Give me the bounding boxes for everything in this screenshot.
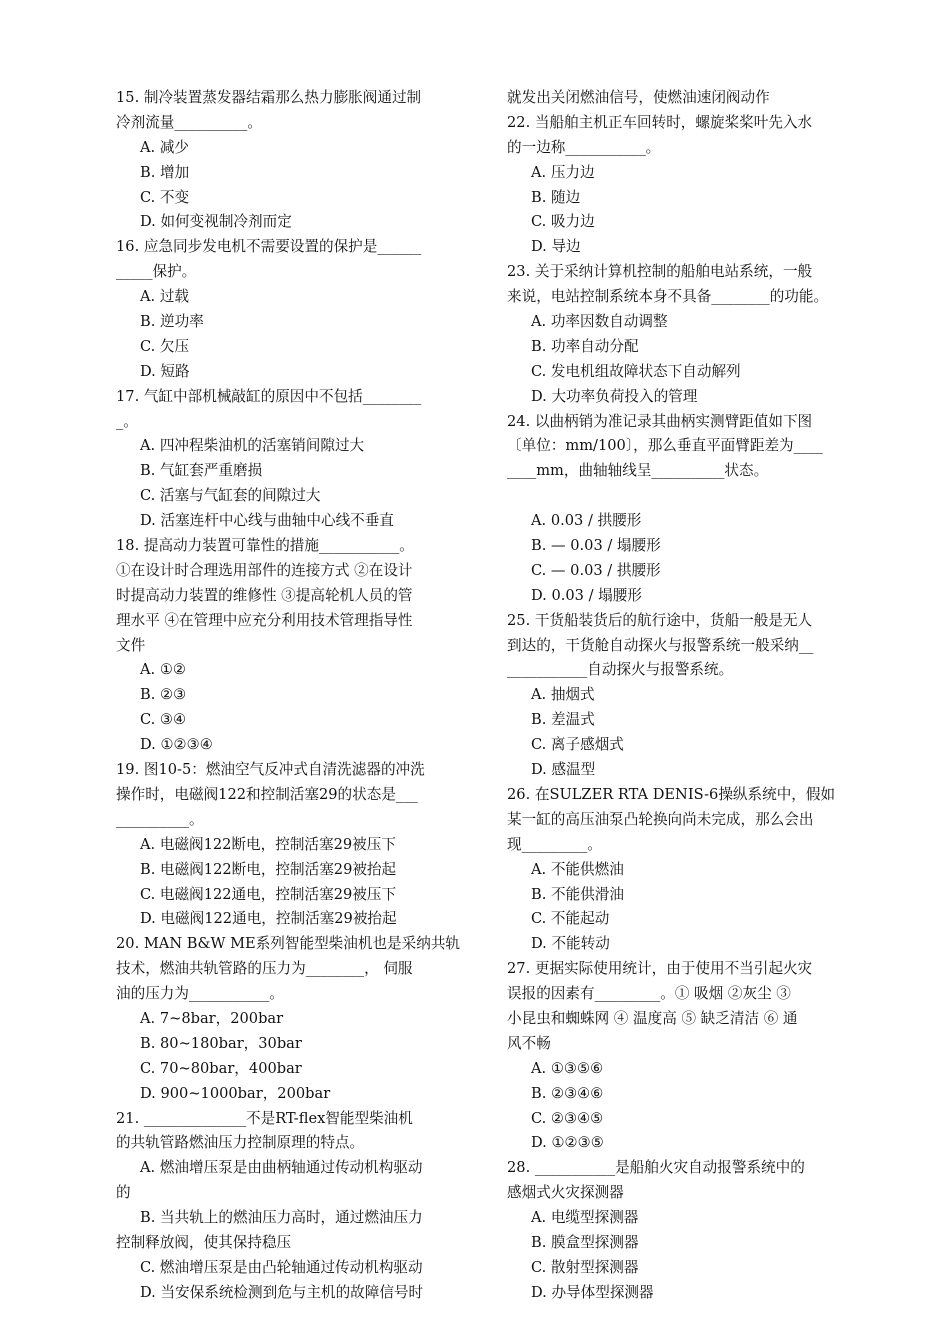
question-text-line: 控制释放阀，使其保持稳压 <box>116 1233 292 1251</box>
question-text-line: 17. 气缸中部机械敲缸的原因中不包括________ <box>116 387 422 405</box>
question-text-line: 的 <box>116 1184 131 1202</box>
right-column <box>507 86 865 1306</box>
answer-option: C. ②③④⑤ <box>531 1109 604 1127</box>
question-text-line: 冷剂流量__________。 <box>116 113 262 131</box>
question-text-line: 26. 在SULZER RTA DENIS-6操纵系统中，假如 <box>507 785 836 803</box>
answer-option: D. 900~1000bar，200bar <box>140 1084 331 1102</box>
question-text-line: 19. 图10-5：燃油空气反冲式自清洗滤器的冲洗 <box>116 761 425 779</box>
question-text-line: 16. 应急同步发电机不需要设置的保护是______ <box>116 238 422 256</box>
question-text-line: 20. MAN B&W ME系列智能型柴油机也是采纳共轨 <box>116 935 461 953</box>
answer-option: D. ①②③④ <box>140 736 213 754</box>
question-text-line: 25. 干货船装货后的航行途中，货船一般是无人 <box>507 611 813 629</box>
answer-option: D. 办导体型探测器 <box>531 1283 654 1301</box>
question-text-line: 某一缸的高压油泵凸轮换向尚未完成，那么会出 <box>507 810 814 828</box>
question-text-line: 21. ______________不是RT-flex智能型柴油机 <box>116 1109 413 1127</box>
question-text-line: 风不畅 <box>507 1034 551 1052</box>
answer-option: C. 散射型探测器 <box>531 1258 639 1276</box>
question-text-line: 误报的因素有_________。① 吸烟 ②灰尘 ③ <box>507 985 791 1003</box>
question-text-line: 感烟式火灾探测器 <box>507 1184 624 1202</box>
answer-option: D. 0.03 / 塌腰形 <box>531 586 642 604</box>
answer-option: A. 压力边 <box>531 163 595 181</box>
answer-option: B. 差温式 <box>531 711 595 729</box>
answer-option: A. ①③⑤⑥ <box>531 1059 604 1077</box>
answer-option: D. 大功率负荷投入的管理 <box>531 387 698 405</box>
question-text-line: 小昆虫和蜘蛛网 ④ 温度高 ⑤ 缺乏清洁 ⑥ 通 <box>507 1009 798 1027</box>
answer-option: C. 欠压 <box>140 337 190 355</box>
question-text-line: 24. 以曲柄销为准记录其曲柄实测臂距值如下图 <box>507 412 813 430</box>
question-text-line: 时提高动力装置的维修性 ③提高轮机人员的管 <box>116 586 413 604</box>
answer-option: B. 不能供滑油 <box>531 885 624 903</box>
answer-option: C. 活塞与气缸套的间隙过大 <box>140 487 321 505</box>
answer-option: D. ①②③⑤ <box>531 1134 604 1152</box>
question-text-line: 23. 关于采纳计算机控制的船舶电站系统，一般 <box>507 263 813 281</box>
answer-option: D. 不能转动 <box>531 935 610 953</box>
question-text-line: 的一边称___________。 <box>507 138 661 156</box>
answer-option: C. 电磁阀122通电，控制活塞29被压下 <box>140 885 397 903</box>
answer-option: B. ②③④⑥ <box>531 1084 604 1102</box>
answer-option: A. 功率因数自动调整 <box>531 313 668 331</box>
answer-option: B. 电磁阀122断电，控制活塞29被抬起 <box>140 860 397 878</box>
answer-option: A. 0.03 / 拱腰形 <box>531 512 642 530</box>
question-text-line: 理水平 ④在管理中应充分利用技术管理指导性 <box>116 611 413 629</box>
answer-option: C. 发电机组故障状态下自动解列 <box>531 362 741 380</box>
answer-option: C. — 0.03 / 拱腰形 <box>531 561 661 579</box>
question-text-line: 现_________。 <box>507 835 602 853</box>
question-text-line: 来说，电站控制系统本身不具备________的功能。 <box>507 288 829 306</box>
answer-option: B. 膜盒型探测器 <box>531 1233 639 1251</box>
answer-option: C. 燃油增压泵是由凸轮轴通过传动机构驱动 <box>140 1258 423 1276</box>
question-text-line: 文件 <box>116 636 146 654</box>
answer-option: A. 过载 <box>140 288 190 306</box>
answer-option: A. 不能供燃油 <box>531 860 624 878</box>
answer-option: A. 电磁阀122断电，控制活塞29被压下 <box>140 835 396 853</box>
question-text-line: 油的压力为___________。 <box>116 985 284 1003</box>
answer-option: B. 功率自动分配 <box>531 337 639 355</box>
question-text-line: ①在设计时合理选用部件的连接方式 ②在设计 <box>116 561 413 579</box>
answer-option: B. ②③ <box>140 686 187 704</box>
answer-option: D. 电磁阀122通电，控制活塞29被抬起 <box>140 910 397 928</box>
left-column <box>116 86 474 1306</box>
answer-option: B. — 0.03 / 塌腰形 <box>531 537 661 555</box>
question-text-line <box>507 484 865 509</box>
answer-option: A. ①② <box>140 661 186 679</box>
question-text-line: _____保护。 <box>116 263 197 281</box>
answer-option: C. 70~80bar，400bar <box>140 1059 302 1077</box>
answer-option: C. 离子感烟式 <box>531 736 624 754</box>
question-text-line: 15. 制冷装置蒸发器结霜那么热力膨胀阀通过制 <box>116 89 422 106</box>
answer-option: A. 7~8bar，200bar <box>140 1009 284 1027</box>
question-text-line: 技术，燃油共轨管路的压力为________， 伺服 <box>116 960 413 978</box>
answer-option: B. 增加 <box>140 163 190 181</box>
answer-option: B. 80~180bar，30bar <box>140 1034 302 1052</box>
answer-option: B. 当共轨上的燃油压力高时，通过燃油压力 <box>140 1209 423 1227</box>
question-text-line: ____mm，曲轴轴线呈__________状态。 <box>507 462 769 480</box>
question-text-line: 27. 更据实际使用统计，由于使用不当引起火灾 <box>507 960 813 978</box>
question-text-line: 到达的，干货舱自动探火与报警系统一般采纳__ <box>507 636 814 654</box>
answer-option: D. 短路 <box>140 362 190 380</box>
answer-option: B. 逆功率 <box>140 313 204 331</box>
question-text-line: 操作时，电磁阀122和控制活塞29的状态是___ <box>116 785 418 803</box>
answer-option: C. ③④ <box>140 711 187 729</box>
question-text-line: ___________自动探火与报警系统。 <box>507 661 734 679</box>
question-text-line: 就发出关闭燃油信号，使燃油速闭阀动作 <box>507 89 770 106</box>
question-text-line: 的共轨管路燃油压力控制原理的特点。 <box>116 1134 365 1152</box>
question-text-line: 22. 当船舶主机正车回转时，螺旋桨桨叶先入水 <box>507 113 813 131</box>
question-text-line: 18. 提高动力装置可靠性的措施___________。 <box>116 537 414 555</box>
answer-option: D. 感温型 <box>531 761 596 779</box>
answer-option: B. 随边 <box>531 188 581 206</box>
question-text-line: __________。 <box>116 810 204 828</box>
question-text-line: 28. ___________是船舶火灾自动报警系统中的 <box>507 1159 805 1177</box>
answer-option: A. 燃油增压泵是由曲柄轴通过传动机构驱动 <box>140 1159 423 1177</box>
answer-option: B. 气缸套严重磨损 <box>140 462 263 480</box>
question-text-line: _。 <box>116 412 138 430</box>
answer-option: D. 当安保系统检测到危与主机的故障信号时 <box>140 1283 424 1301</box>
answer-option: A. 抽烟式 <box>531 686 595 704</box>
answer-option: D. 导边 <box>531 238 581 256</box>
answer-option: D. 如何变视制冷剂而定 <box>140 213 292 231</box>
answer-option: A. 四冲程柴油机的活塞销间隙过大 <box>140 437 365 455</box>
answer-option: C. 吸力边 <box>531 213 595 231</box>
answer-option: A. 电缆型探测器 <box>531 1209 639 1227</box>
answer-option: C. 不能起动 <box>531 910 610 928</box>
answer-option: A. 减少 <box>140 138 190 156</box>
answer-option: C. 不变 <box>140 188 190 206</box>
question-text-line: 〔单位：mm/100〕，那么垂直平面臂距差为____ <box>507 437 823 455</box>
answer-option: D. 活塞连杆中心线与曲轴中心线不垂直 <box>140 512 394 530</box>
